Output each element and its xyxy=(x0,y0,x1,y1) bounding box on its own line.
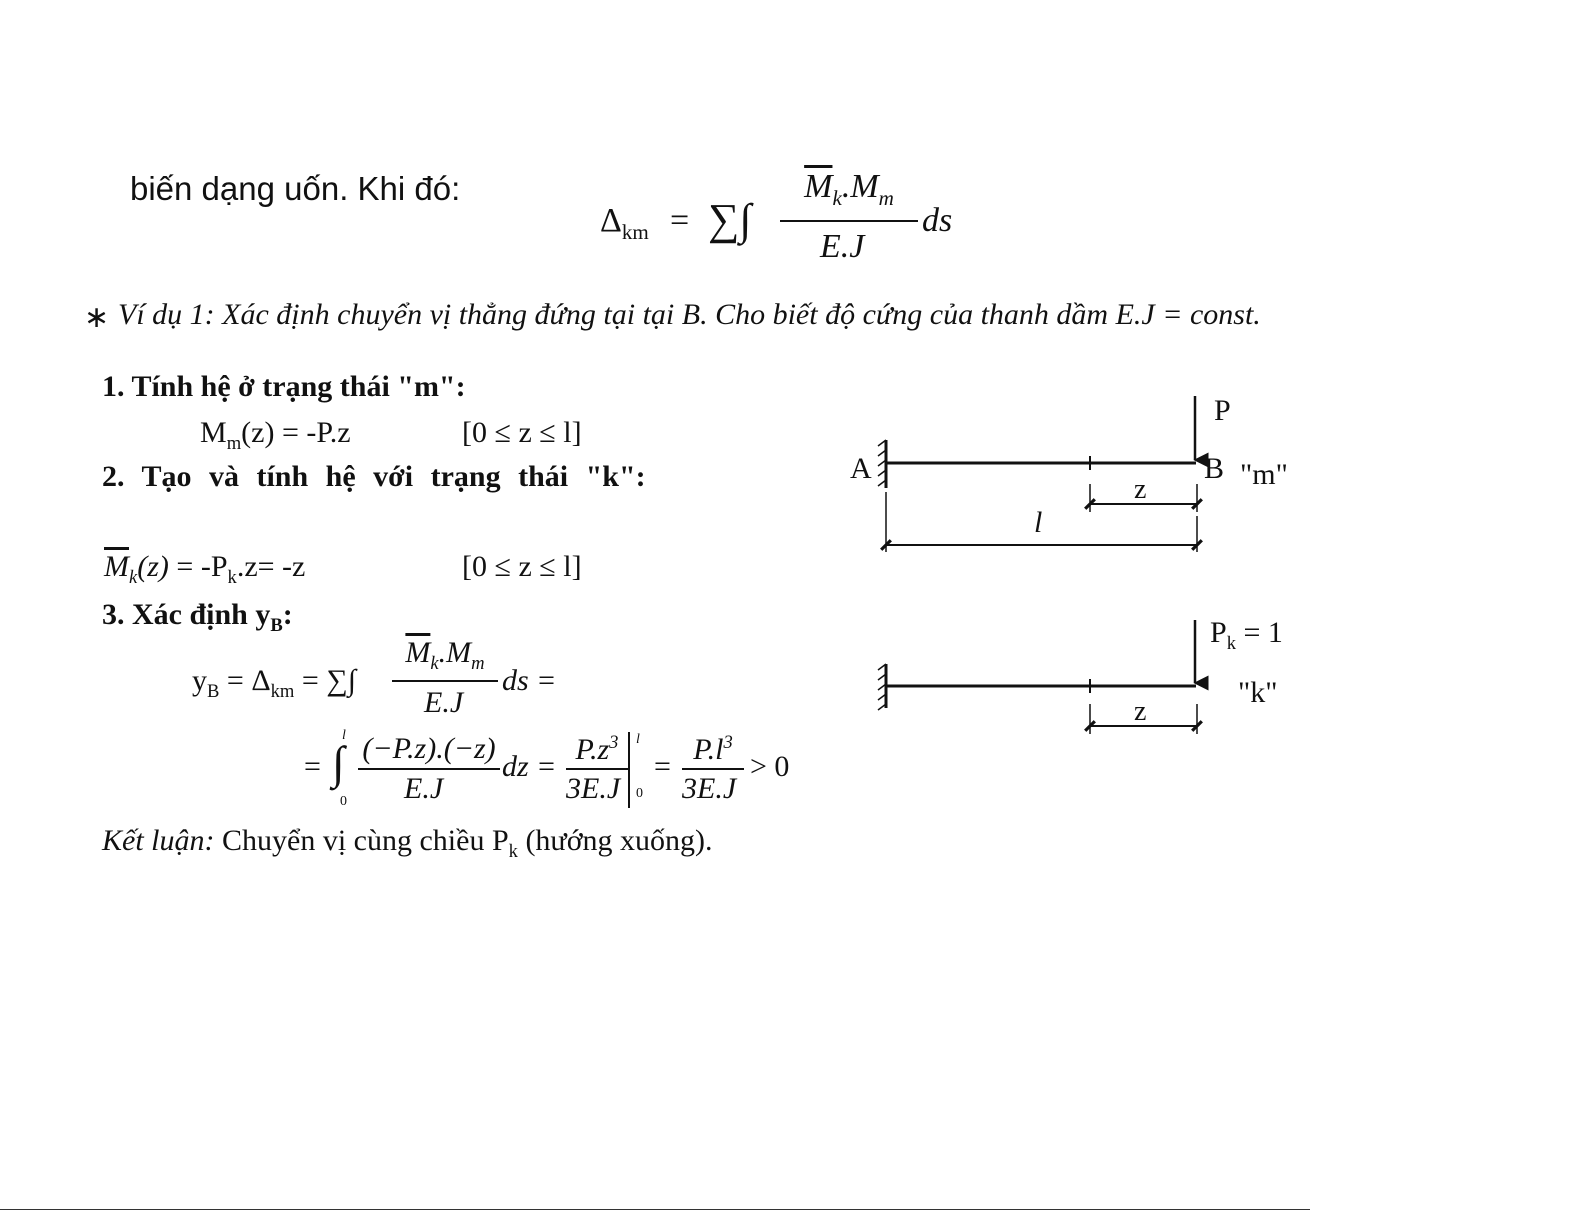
formula-numerator-bar: $\overline{M}$ xyxy=(804,168,833,205)
wall-hatch-k xyxy=(878,664,886,710)
numerator-sub-m: m xyxy=(878,185,894,210)
sum-integral: ∑∫ xyxy=(708,195,752,244)
step3-line2 xyxy=(304,728,804,818)
label-A: A xyxy=(850,452,872,485)
line2-integral: ∫ xyxy=(332,737,345,788)
label-Pk-P: P xyxy=(1210,616,1227,649)
step1-range: [0 ≤ z ≤ l] xyxy=(462,416,582,449)
line2-gt: > 0 xyxy=(750,750,790,783)
state-m: "m" xyxy=(1240,458,1288,491)
step2-heading: 2. Tạo và tính hệ với trạng thái "k": xyxy=(102,460,646,493)
line2-num3: P.l xyxy=(693,733,724,766)
delta-symbol: Δ xyxy=(600,202,622,239)
conclusion-label: Kết luận: xyxy=(102,824,215,857)
state-k: "k" xyxy=(1238,676,1278,709)
step1-heading: 1. Tính hệ ở trạng thái "m": xyxy=(102,370,466,403)
label-B: B xyxy=(1204,452,1225,485)
label-z-m: z xyxy=(1134,474,1147,505)
line2-den3: 3E.J xyxy=(682,772,737,805)
step3-heading xyxy=(102,598,293,637)
example-text: Ví dụ 1: Xác định chuyển vị thẳng đứng tại tại B. Cho biết độ cứng của thanh dầm E.J = const. xyxy=(118,298,1261,331)
step1-rest: (z) = -P.z xyxy=(241,416,351,449)
step3-line1 xyxy=(192,636,592,726)
line2-lower2: 0 xyxy=(636,786,643,801)
line1-y: y xyxy=(192,664,207,697)
conclusion-sub: k xyxy=(508,841,518,862)
formula-tail: ds xyxy=(922,202,953,239)
step1-sub: m xyxy=(226,433,242,454)
line1-num-k: k xyxy=(430,653,439,674)
conclusion xyxy=(102,824,713,863)
step2-sub-k2: k xyxy=(227,567,237,588)
step2-rest: .z= -z xyxy=(236,550,306,583)
line1-num-m: m xyxy=(471,653,485,674)
line2-den2: 3E.J xyxy=(566,772,621,805)
step3-heading-sub: B xyxy=(270,615,283,636)
line1-num-bar: $\overline{M}$ xyxy=(405,636,431,669)
line1-dsub: km xyxy=(270,681,295,702)
step3-heading-text: 3. Xác định y xyxy=(102,598,271,631)
line2-num: (−P.z).(−z) xyxy=(362,732,496,765)
step2-sub-k: k xyxy=(129,567,138,588)
line1-ysub: B xyxy=(207,681,220,702)
step1-M: M xyxy=(200,416,227,449)
label-P: P xyxy=(1214,394,1231,427)
conclusion-text: Chuyển vị cùng chiều P xyxy=(214,824,509,857)
footer-divider xyxy=(0,1209,1310,1210)
line1-den: E.J xyxy=(424,686,464,719)
label-Pk xyxy=(1210,616,1283,655)
formula-denominator: E.J xyxy=(820,228,865,265)
line2-den: E.J xyxy=(404,772,444,805)
line1-tail: ds = xyxy=(502,664,557,697)
line2-lower: 0 xyxy=(340,794,347,809)
step2-Mbar: $\overline{M}$ xyxy=(104,550,129,583)
label-Pk-sub: k xyxy=(1226,633,1236,654)
delta-subscript: km xyxy=(621,219,649,244)
example-bullet: ∗ xyxy=(84,301,110,334)
step2-range: [0 ≤ z ≤ l] xyxy=(462,550,582,583)
line1-eq: = Δ xyxy=(219,664,271,697)
label-Pk-val: = 1 xyxy=(1235,616,1283,649)
numerator-mid: .M xyxy=(841,168,879,205)
conclusion-tail: (hướng xuống). xyxy=(517,824,713,857)
intro-text: biến dạng uốn. Khi đó: xyxy=(130,170,461,207)
line2-num2: P.z xyxy=(575,733,610,766)
step2-equation xyxy=(104,550,305,589)
label-z-k: z xyxy=(1134,696,1147,727)
line1-num-mid: .M xyxy=(438,636,472,669)
line2-eq: = xyxy=(304,750,321,783)
line2-dz: dz = xyxy=(502,750,557,783)
label-l: l xyxy=(1034,506,1043,539)
diagram-k xyxy=(878,620,1197,734)
step1-equation xyxy=(200,416,351,455)
numerator-sub-k: k xyxy=(832,185,842,210)
line2-num3-exp: 3 xyxy=(723,732,733,753)
line2-eq2: = xyxy=(654,750,671,783)
wall-hatch-m xyxy=(878,440,886,486)
step3-heading-colon: : xyxy=(282,598,293,631)
line2-upper: l xyxy=(342,728,346,743)
line2-upper2: l xyxy=(636,732,640,747)
step2-arg: (z) xyxy=(137,550,169,583)
step2-mid: = -P xyxy=(168,550,228,583)
line2-num2-exp: 3 xyxy=(609,732,619,753)
equals-sign: = xyxy=(670,202,690,239)
line1-eq2: = ∑∫ xyxy=(294,664,356,697)
